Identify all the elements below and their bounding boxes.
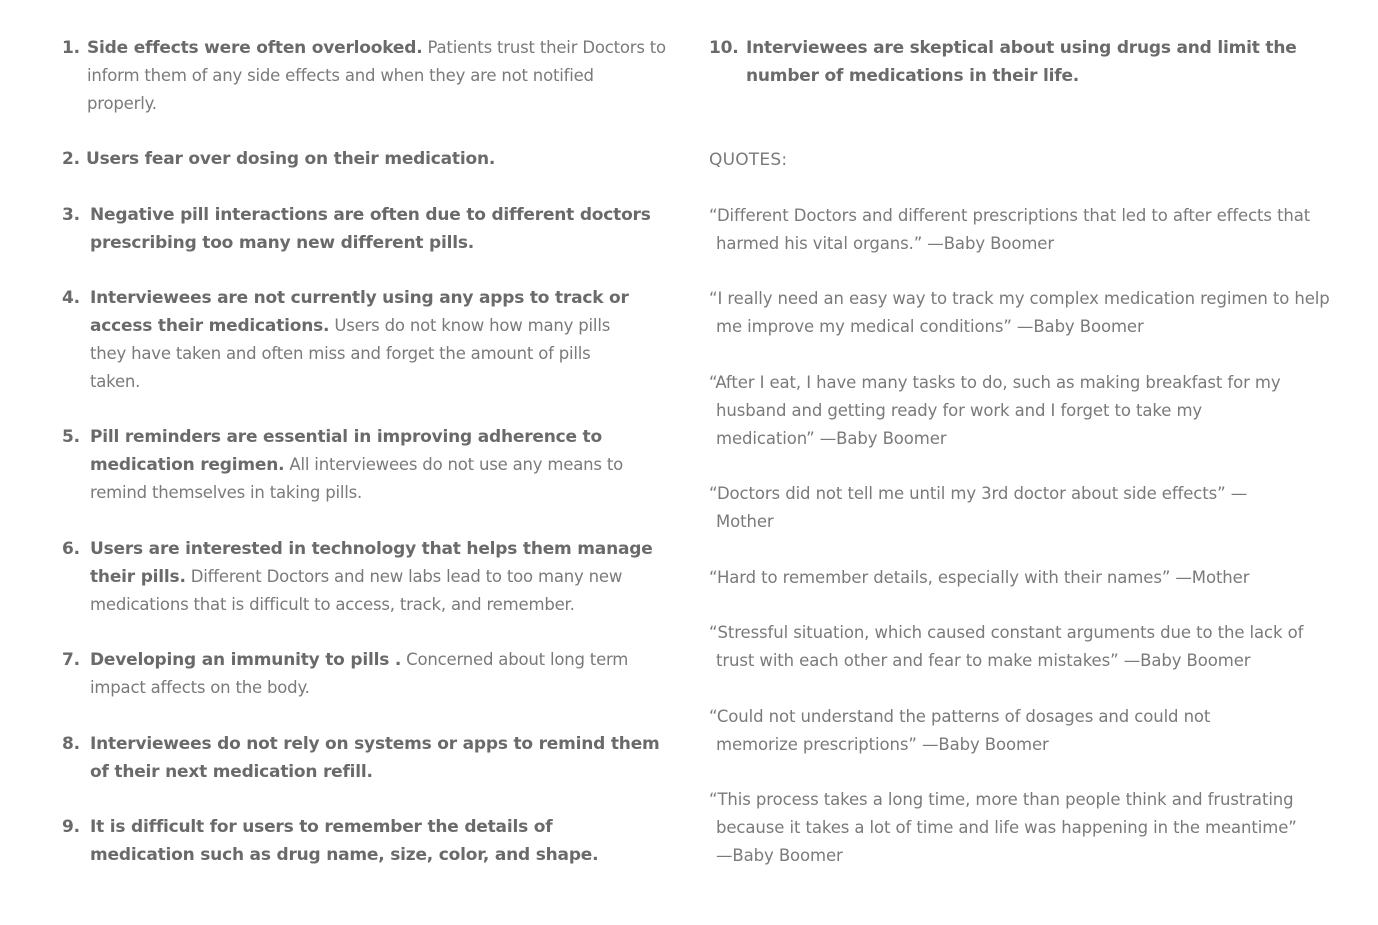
finding-number: 6. [62,539,80,559]
finding-item [62,646,664,702]
finding-headline: Negative pill interactions are often due to different doctors prescribing too many new different pills. [90,205,651,253]
finding-text [90,284,644,396]
finding-item [62,284,644,396]
finding-item [62,730,674,786]
finding-text [90,813,622,869]
finding-text [90,646,664,702]
finding-number: 9. [62,817,80,837]
finding-text [90,201,674,257]
finding-text [90,730,674,786]
finding-headline: Developing an immunity to pills . [90,650,402,670]
quote-item: “Hard to remember details, especially with their names” —Mother [709,568,1250,587]
finding-item [62,34,667,118]
finding-text [87,34,667,118]
finding-number: 7. [62,650,80,670]
finding-text [86,145,674,173]
finding-body: All interviewees do not use any means to remind themselves in taking pills. [90,455,623,502]
finding-number: 8. [62,734,80,754]
finding-body: Patients trust their Doctors to inform them of any side effects and when they are not notified properly. [87,38,666,113]
finding-headline: It is difficult for users to remember the details of medication such as drug name, size, color, and shape. [90,817,599,865]
finding-item [62,423,664,507]
finding-body: Concerned about long term impact affects on the body. [90,650,629,697]
quote-item: “Doctors did not tell me until my 3rd doctor about side effects” —Mother [709,484,1248,531]
quote-item: “After I eat, I have many tasks to do, such as making breakfast for my husband and getting ready for work and I forget to take my medication” —Baby Boomer [709,373,1281,448]
finding-headline: Users fear over dosing on their medication. [86,149,496,169]
finding-number: 4. [62,288,80,308]
finding-text [746,34,1311,90]
quote-item: “I really need an easy way to track my complex medication regimen to help me improve my medical conditions” —Baby Boomer [709,289,1330,336]
finding-item [709,34,1311,90]
finding-headline: Interviewees do not rely on systems or apps to remind them of their next medication refill. [90,734,660,782]
quote-item: “Different Doctors and different prescriptions that led to after effects that harmed his vital organs.” —Baby Boomer [709,206,1311,253]
quote-item: “This process takes a long time, more than people think and frustrating because it takes a lot of time and life was happening in the meantime” —Baby Boomer [709,790,1297,865]
finding-headline: Interviewees are skeptical about using drugs and limit the number of medications in their life. [746,38,1297,86]
finding-headline: Interviewees are not currently using any apps to track or access their medications. [90,288,629,336]
finding-headline: Side effects were often overlooked. [87,38,423,58]
finding-number: 10. [709,38,739,58]
finding-number: 5. [62,427,80,447]
finding-text [90,423,664,507]
finding-item [62,813,622,869]
quote-item: “Stressful situation, which caused constant arguments due to the lack of trust with each other and fear to make mistakes” —Baby Boomer [709,623,1304,670]
finding-body: Users do not know how many pills they have taken and often miss and forget the amount of pills taken. [90,316,611,391]
finding-number: 2. [62,149,80,169]
finding-body: Different Doctors and new labs lead to too many new medications that is difficult to access, track, and remember. [90,567,623,614]
finding-item [62,535,674,619]
finding-number: 3. [62,205,80,225]
finding-headline: Pill reminders are essential in improving adherence to medication regimen. [90,427,602,475]
quotes-heading: QUOTES: [709,150,788,170]
quote-item: “Could not understand the patterns of dosages and could not memorize prescriptions” —Baby Boomer [709,707,1211,754]
finding-item [62,201,674,257]
finding-text [90,535,674,619]
finding-item [62,145,674,173]
finding-headline: Users are interested in technology that helps them manage their pills. [90,539,653,587]
finding-number: 1. [62,38,80,58]
